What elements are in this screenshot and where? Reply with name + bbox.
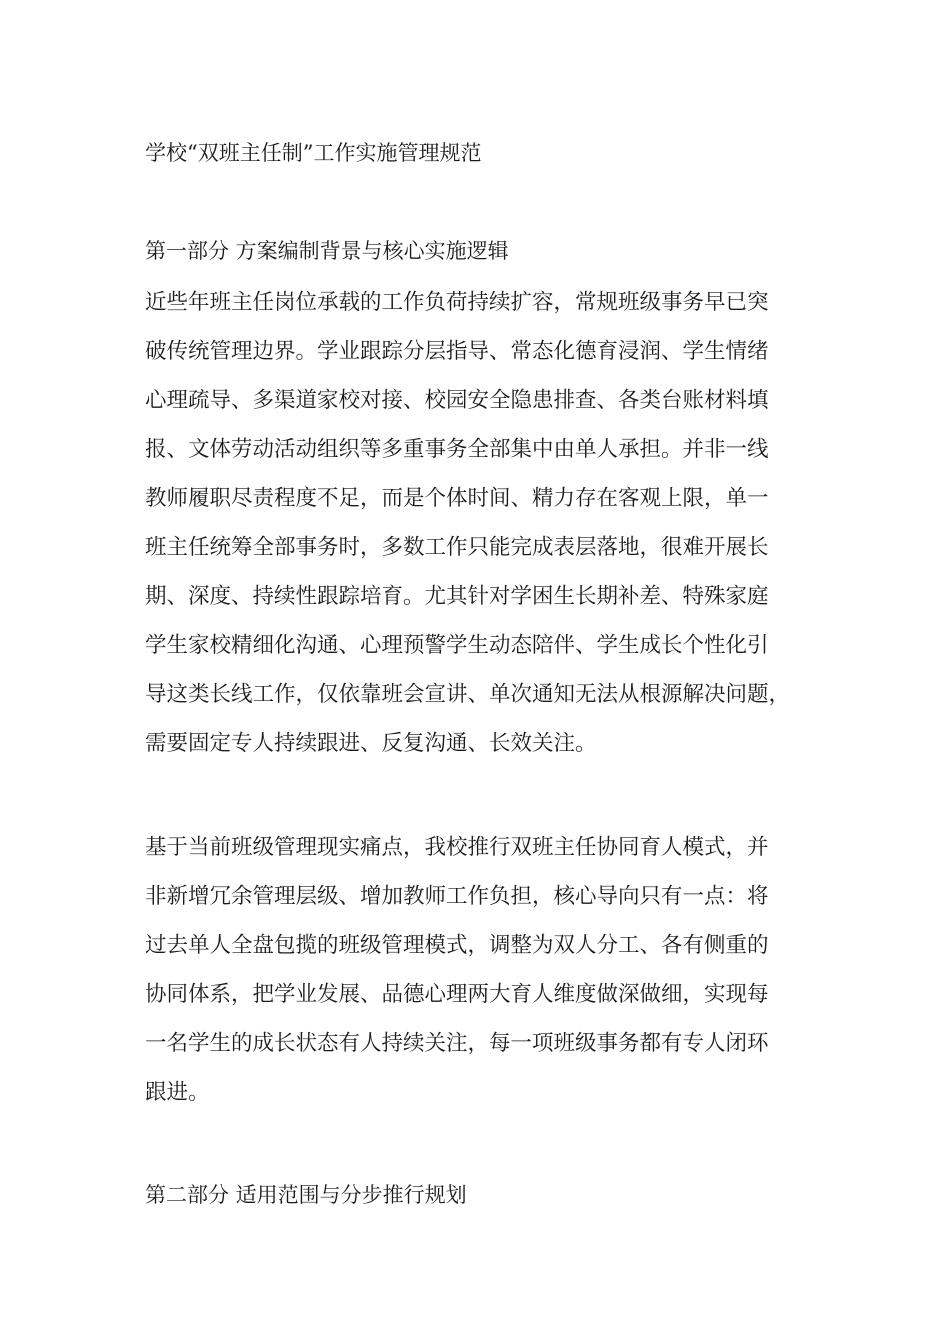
text-line: 报、文体劳动活动组织等多重事务全部集中由单人承担。并非一线 — [145, 437, 769, 462]
text-line: 学生家校精细化沟通、心理预警学生动态陪伴、学生成长个性化引 — [145, 633, 769, 658]
text-line: 跟进。 — [145, 1080, 210, 1105]
document-title: 学校“双班主任制”工作实施管理规范 — [145, 141, 482, 165]
text-line: 一名学生的成长状态有人持续关注，每一项班级事务都有专人闭环 — [145, 1031, 769, 1056]
section-2-heading: 第二部分 适用范围与分步推行规划 — [145, 1183, 467, 1207]
text-line: 过去单人全盘包揽的班级管理模式，调整为双人分工、各有侧重的 — [145, 933, 769, 958]
text-line: 心理疏导、多渠道家校对接、校园安全隐患排查、各类台账材料填 — [145, 388, 769, 413]
text-line: 教师履职尽责程度不足，而是个体时间、精力存在客观上限，单一 — [145, 486, 769, 511]
section-1-paragraph-2 — [145, 823, 769, 1117]
text-line: 期、深度、持续性跟踪培育。尤其针对学困生长期补差、特殊家庭 — [145, 584, 769, 609]
text-line: 协同体系，把学业发展、品德心理两大育人维度做深做细，实现每 — [145, 982, 769, 1007]
section-1-heading: 第一部分 方案编制背景与核心实施逻辑 — [145, 239, 509, 263]
text-line: 导这类长线工作，仅依靠班会宣讲、单次通知无法从根源解决问题， — [145, 682, 791, 707]
text-line: 非新增冗余管理层级、增加教师工作负担，核心导向只有一点：将 — [145, 884, 769, 909]
text-line: 近些年班主任岗位承载的工作负荷持续扩容，常规班级事务早已突 — [145, 290, 769, 315]
section-1-paragraph-1 — [145, 278, 790, 768]
text-line: 需要固定专人持续跟进、反复沟通、长效关注。 — [145, 731, 597, 756]
text-line: 破传统管理边界。学业跟踪分层指导、常态化德育浸润、学生情绪 — [145, 339, 769, 364]
text-line: 班主任统筹全部事务时，多数工作只能完成表层落地，很难开展长 — [145, 535, 769, 560]
text-line: 基于当前班级管理现实痛点，我校推行双班主任协同育人模式，并 — [145, 835, 769, 860]
